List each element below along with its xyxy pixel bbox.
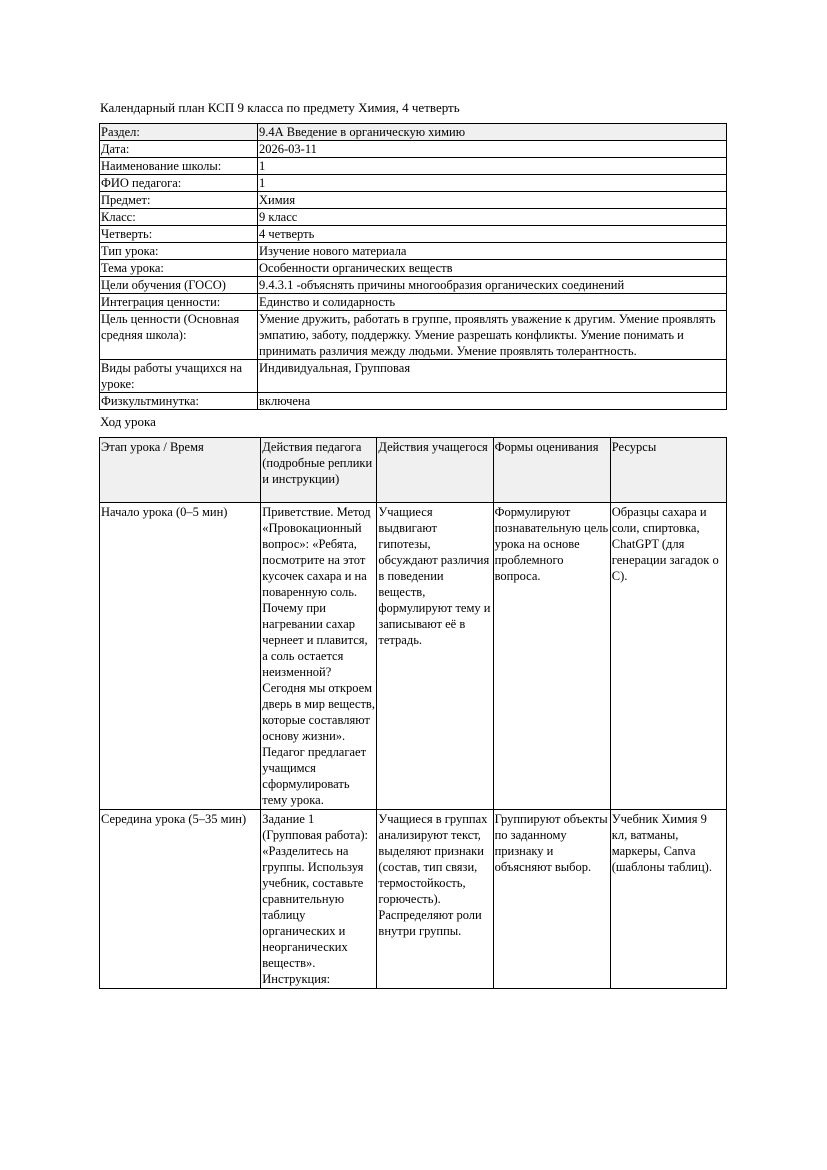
info-value: Единство и солидарность bbox=[258, 294, 727, 311]
info-row bbox=[100, 277, 727, 294]
info-value: 9 класс bbox=[258, 209, 727, 226]
info-value: 4 четверть bbox=[258, 226, 727, 243]
info-row bbox=[100, 175, 727, 192]
info-row bbox=[100, 158, 727, 175]
info-row bbox=[100, 226, 727, 243]
lesson-header-cell: Ресурсы bbox=[610, 438, 726, 503]
info-key: ФИО педагога: bbox=[100, 175, 258, 192]
lesson-header-row bbox=[100, 438, 727, 503]
info-value: 1 bbox=[258, 175, 727, 192]
info-key: Цели обучения (ГОСО) bbox=[100, 277, 258, 294]
info-value: Умение дружить, работать в группе, проявлять уважение к другим. Умение проявлять эмпатию, заботу, поддержку. Умение разрешать конфликты. Умение понимать и принимать различия между людьми. Умение проявлять толерантность. bbox=[258, 311, 727, 360]
lesson-row bbox=[100, 503, 727, 810]
info-row bbox=[100, 243, 727, 260]
info-value: 1 bbox=[258, 158, 727, 175]
info-row bbox=[100, 360, 727, 393]
info-value: включена bbox=[258, 393, 727, 410]
lesson-header-cell: Действия педагога (подробные реплики и инструкции) bbox=[261, 438, 377, 503]
info-key: Дата: bbox=[100, 141, 258, 158]
lesson-cell-teacher: Приветствие. Метод «Провокационный вопрос»: «Ребята, посмотрите на этот кусочек сахара и на поваренную соль. Почему при нагревании сахар чернеет и плавится, а соль остается неизменной? Сегодня мы откроем дверь в мир веществ, которые составляют основу жизни». Педагог предлагает учащимся сформулировать тему урока. bbox=[261, 503, 377, 810]
page-title: Календарный план КСП 9 класса по предмету Химия, 4 четверть bbox=[100, 100, 460, 115]
lesson-cell-assessment: Формулируют познавательную цель урока на основе проблемного вопроса. bbox=[493, 503, 610, 810]
info-key: Предмет: bbox=[100, 192, 258, 209]
lesson-cell-stage: Начало урока (0–5 мин) bbox=[100, 503, 261, 810]
info-row bbox=[100, 260, 727, 277]
info-row bbox=[100, 311, 727, 360]
info-row bbox=[100, 141, 727, 158]
info-value: Индивидуальная, Групповая bbox=[258, 360, 727, 393]
lesson-cell-student: Учащиеся выдвигают гипотезы, обсуждают различия в поведении веществ, формулируют тему и записывают её в тетрадь. bbox=[377, 503, 493, 810]
info-value: 9.4А Введение в органическую химию bbox=[258, 124, 727, 141]
lesson-cell-teacher: Задание 1 (Групповая работа): «Разделитесь на группы. Используя учебник, составьте сравнительную таблицу органических и неорганических веществ». Инструкция: bbox=[261, 810, 377, 989]
info-key: Тема урока: bbox=[100, 260, 258, 277]
lesson-cell-resources: Учебник Химия 9 кл, ватманы, маркеры, Canva (шаблоны таблиц). bbox=[610, 810, 726, 989]
info-key: Четверть: bbox=[100, 226, 258, 243]
info-row bbox=[100, 393, 727, 410]
info-key: Раздел: bbox=[100, 124, 258, 141]
info-key: Физкультминутка: bbox=[100, 393, 258, 410]
info-row bbox=[100, 124, 727, 141]
info-value: Особенности органических веществ bbox=[258, 260, 727, 277]
info-key: Наименование школы: bbox=[100, 158, 258, 175]
info-value: 2026-03-11 bbox=[258, 141, 727, 158]
info-table bbox=[99, 123, 727, 410]
info-key: Виды работы учащихся на уроке: bbox=[100, 360, 258, 393]
info-row bbox=[100, 294, 727, 311]
info-value: Химия bbox=[258, 192, 727, 209]
lesson-section-title: Ход урока bbox=[100, 414, 156, 429]
info-row bbox=[100, 192, 727, 209]
lesson-cell-resources: Образцы сахара и соли, спиртовка, ChatGPT (для генерации загадок о С). bbox=[610, 503, 726, 810]
info-value: Изучение нового материала bbox=[258, 243, 727, 260]
info-value: 9.4.3.1 -объяснять причины многообразия органических соединений bbox=[258, 277, 727, 294]
info-key: Класс: bbox=[100, 209, 258, 226]
lesson-cell-assessment: Группируют объекты по заданному признаку и объясняют выбор. bbox=[493, 810, 610, 989]
lesson-header-cell: Формы оценивания bbox=[493, 438, 610, 503]
lesson-table bbox=[99, 437, 727, 989]
lesson-header-cell: Этап урока / Время bbox=[100, 438, 261, 503]
lesson-cell-stage: Середина урока (5–35 мин) bbox=[100, 810, 261, 989]
info-key: Тип урока: bbox=[100, 243, 258, 260]
lesson-row bbox=[100, 810, 727, 989]
lesson-header-cell: Действия учащегося bbox=[377, 438, 493, 503]
info-key: Цель ценности (Основная средняя школа): bbox=[100, 311, 258, 360]
lesson-cell-student: Учащиеся в группах анализируют текст, выделяют признаки (состав, тип связи, термостойкость, горючесть). Распределяют роли внутри группы. bbox=[377, 810, 493, 989]
info-row bbox=[100, 209, 727, 226]
info-key: Интеграция ценности: bbox=[100, 294, 258, 311]
